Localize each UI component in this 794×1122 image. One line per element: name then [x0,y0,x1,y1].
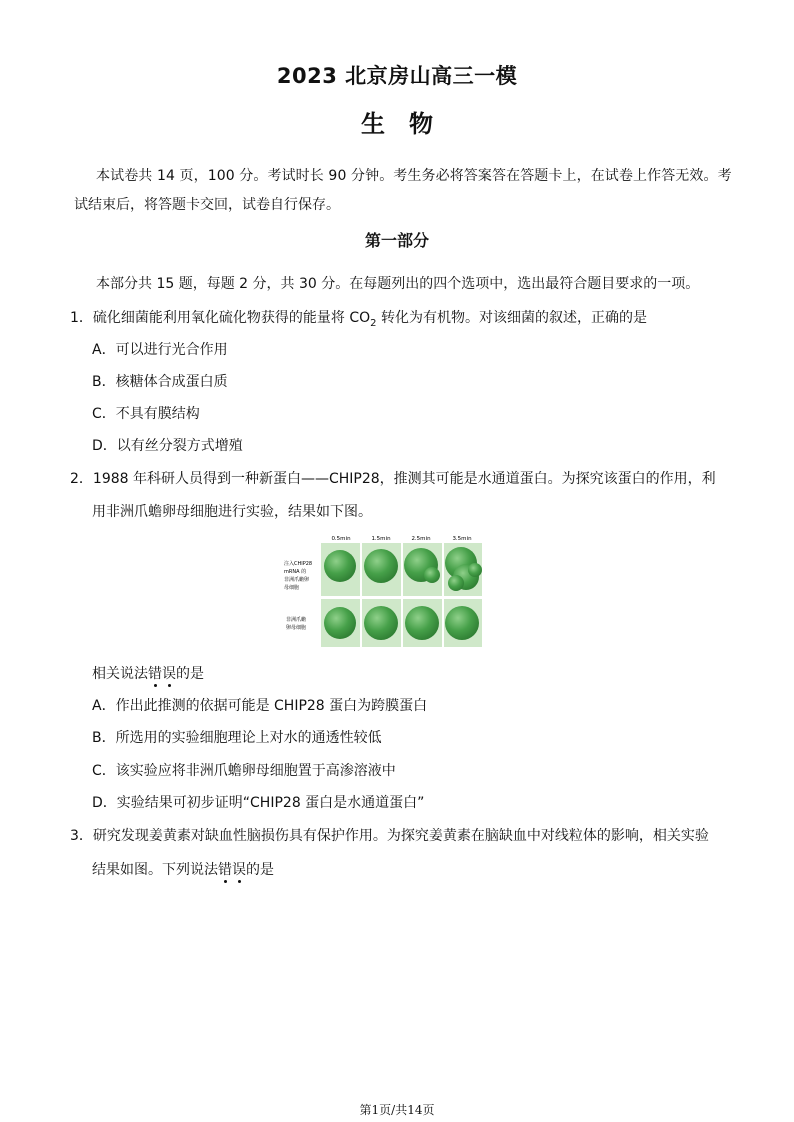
emphasized-char: 错 [148,666,162,682]
time-label: 2.5min [411,536,431,542]
page-number: 第1页/共14页 [359,1103,435,1117]
question-1-stem [70,311,647,331]
emphasized-char: 误 [232,862,246,878]
question-3-stem-line-1: 3．研究发现姜黄素对缺血性脑损伤具有保护作用。为探究姜黄素在脑缺血中对线粒体的影响，相关实验 [70,828,709,844]
co2-subscript: 2 [370,317,377,329]
row-1-label-line: 注入CHIP28 [284,561,313,567]
page-title: 2023 北京房山高三一模 [276,64,518,88]
emphasized-char: 误 [162,666,176,682]
oocyte-cell [324,550,356,582]
oocyte-cell [364,549,398,583]
row-1-label-line: mRNA 的 [284,569,307,575]
time-label: 3.5min [452,536,472,542]
prompt-text: 的是 [176,666,204,682]
section-instructions: 本部分共 15 题，每题 2 分，共 30 分。在每题列出的四个选项中，选出最符合题目要求的一项。 [96,276,700,292]
intro-line-2: 试结束后，将答题卡交回，试卷自行保存。 [74,197,340,213]
question-2-stem-line-2: 用非洲爪蟾卵母细胞进行实验，结果如下图。 [92,504,372,520]
emphasized-char: 错 [218,862,232,878]
question-3-stem-line-2 [92,863,274,877]
time-label: 1.5min [371,536,391,542]
oocyte-cell [445,606,479,640]
intro-line-1: 本试卷共 14 页，100 分。考试时长 90 分钟。考生务必将答案答在答题卡上，在试卷上作答无效。考 [96,168,732,184]
question-2-option-c: C．该实验应将非洲爪蟾卵母细胞置于高渗溶液中 [92,763,396,779]
oocyte-experiment-figure [282,533,512,651]
row-2-label-line: 非洲爪蟾 [286,617,307,623]
question-1-stem-part-b: 转化为有机物。对该细菌的叙述，正确的是 [376,310,647,326]
row-1-label-line: 母细胞 [284,585,300,591]
oocyte-cell [324,607,356,639]
question-2-stem-line-1: 2．1988 年科研人员得到一种新蛋白——CHIP28，推测其可能是水通道蛋白。为探究该蛋白的作用，利 [70,471,716,487]
stem-text: 结果如图。下列说法 [92,862,218,878]
question-2-option-a: A．作出此推测的依据可能是 CHIP28 蛋白为跨膜蛋白 [92,698,428,714]
row-1-label-line: 非洲爪蟾卵 [284,577,310,583]
question-1-stem-part-a: 1．硫化细菌能利用氧化硫化物获得的能量将 CO [70,310,371,326]
time-label: 0.5min [331,536,351,542]
question-1-option-a: A．可以进行光合作用 [92,342,228,358]
row-2-label-line: 卵母细胞 [286,625,307,631]
question-1-option-c: C．不具有膜结构 [92,406,200,422]
question-1-option-b: B．核糖体合成蛋白质 [92,374,228,390]
oocyte-cell [405,606,439,640]
subject-title: 生 物 [361,110,433,138]
question-2-option-d: D．实验结果可初步证明“CHIP28 蛋白是水通道蛋白” [92,795,425,811]
question-2-prompt [92,667,204,681]
section-title: 第一部分 [364,231,429,250]
prompt-text: 相关说法 [92,666,148,682]
question-1-option-d: D．以有丝分裂方式增殖 [92,438,243,454]
stem-text: 的是 [246,862,274,878]
question-2-option-b: B．所选用的实验细胞理论上对水的通透性较低 [92,730,382,746]
oocyte-cell [364,606,398,640]
